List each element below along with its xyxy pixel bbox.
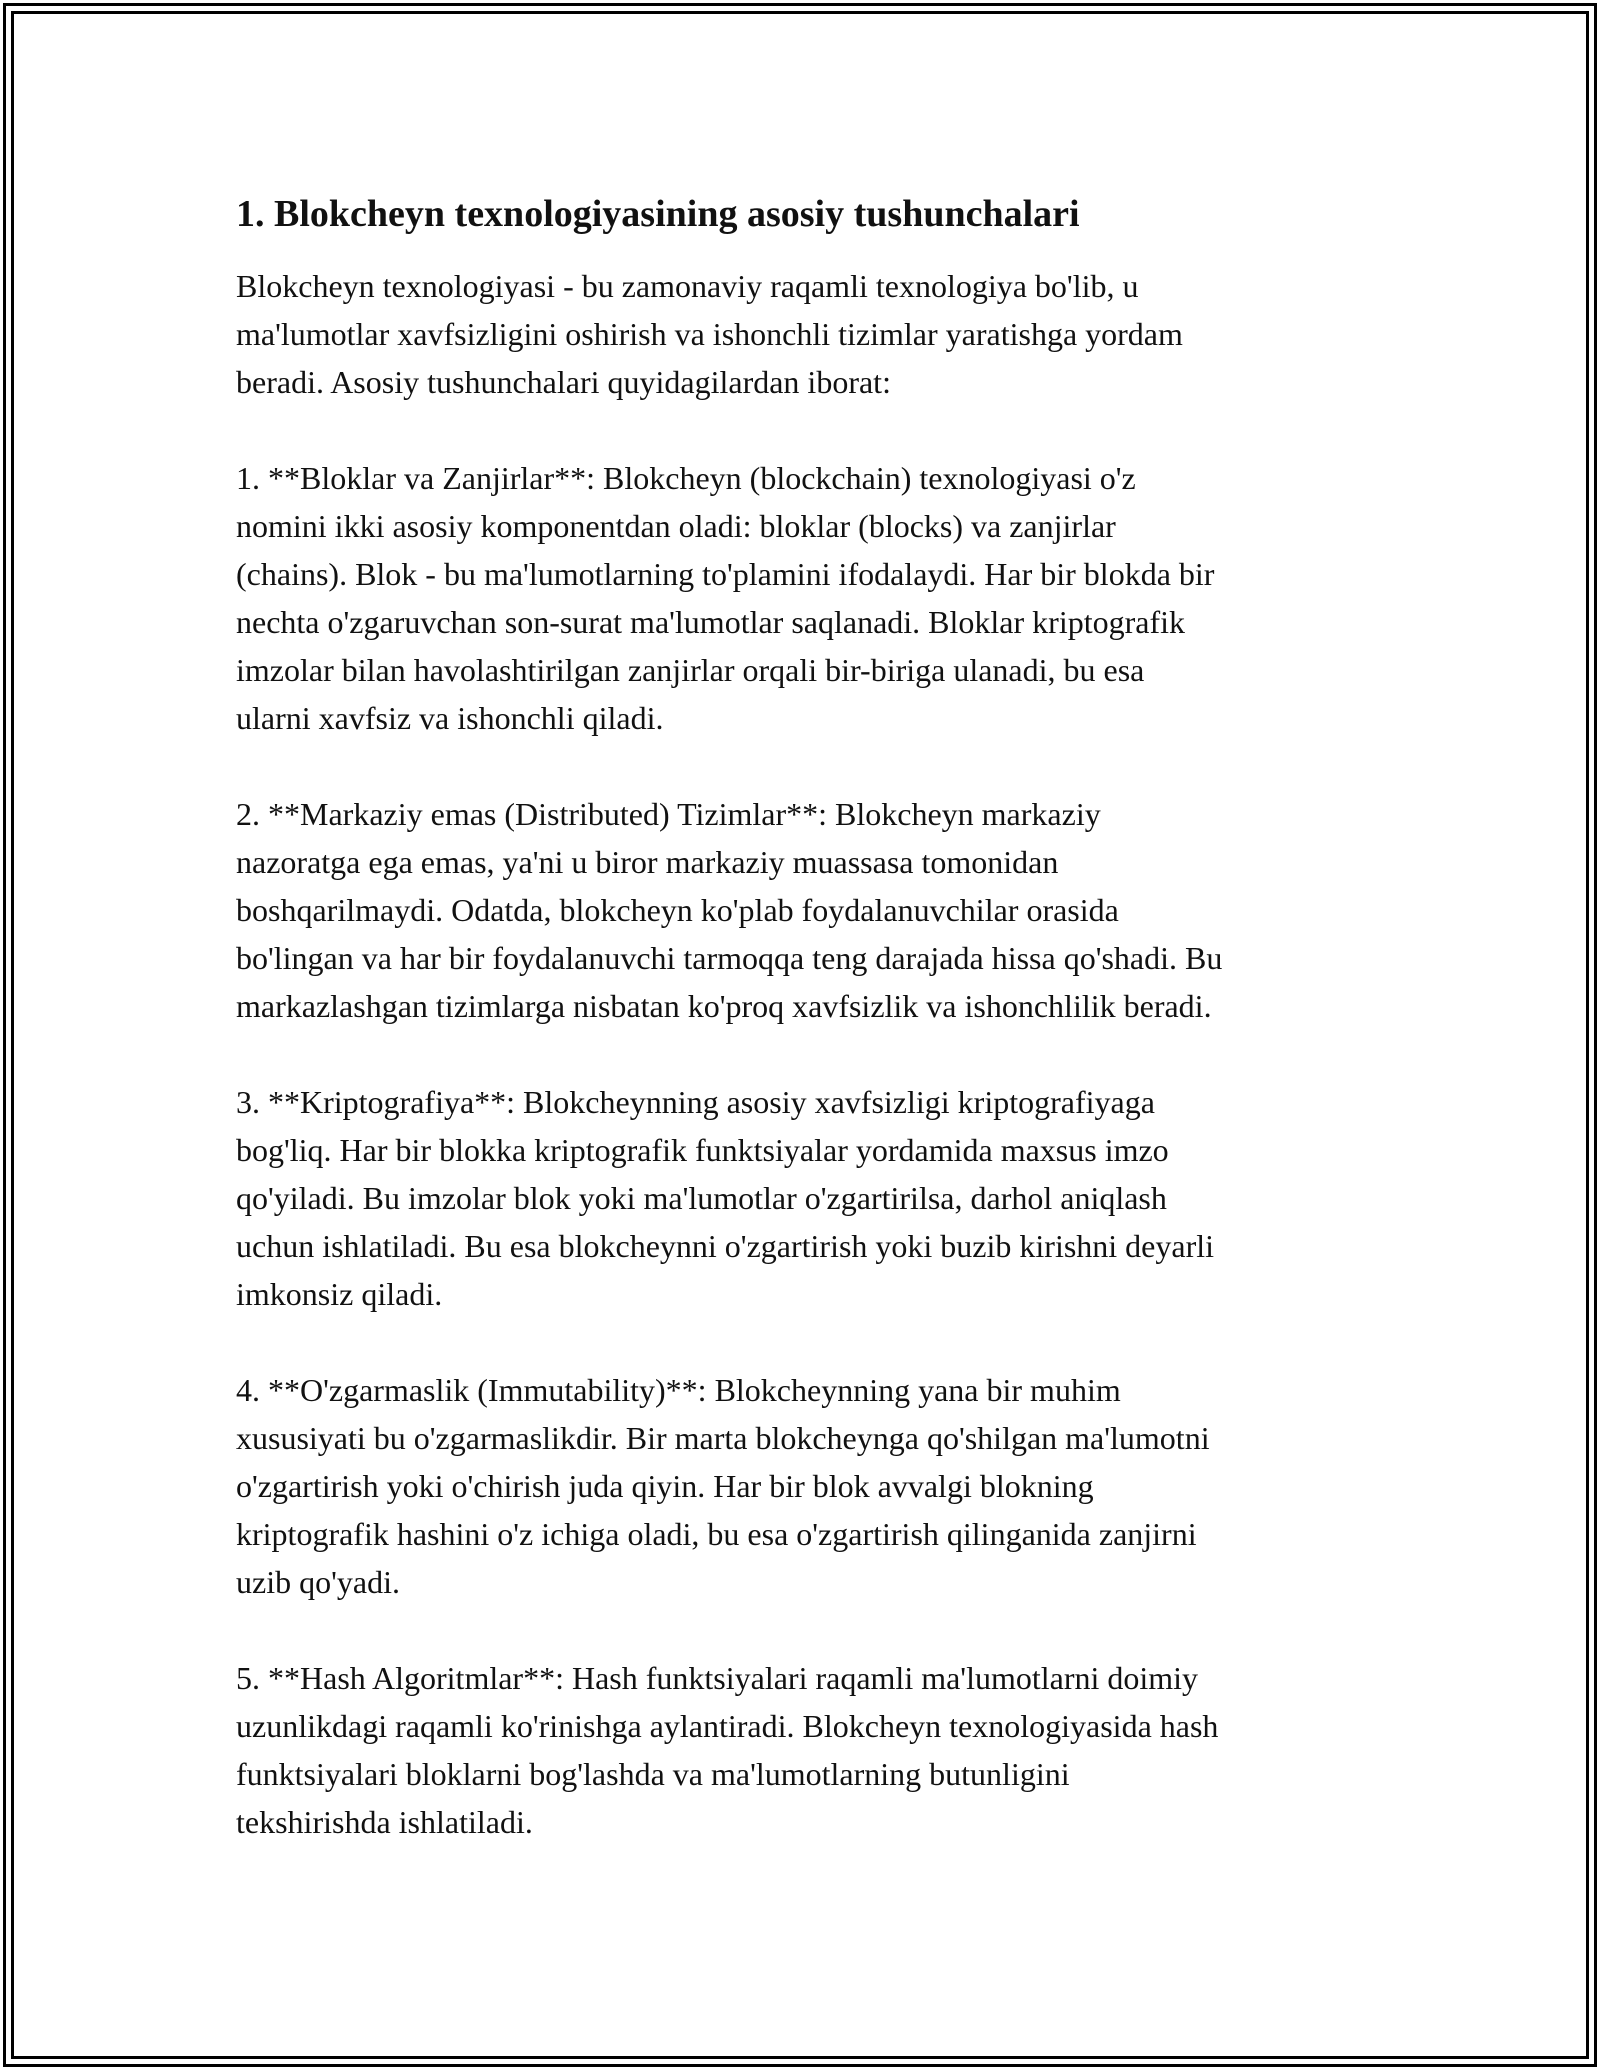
item-paragraph-5: [236, 1654, 1376, 1846]
text-line: qo'yiladi. Bu imzolar blok yoki ma'lumotlar o'zgartirilsa, darhol aniqlash: [236, 1180, 1167, 1216]
text-line: markazlashgan tizimlarga nisbatan ko'proq xavfsizlik va ishonchlilik beradi.: [236, 988, 1212, 1024]
text-line: imzolar bilan havolashtirilgan zanjirlar orqali bir-biriga ulanadi, bu esa: [236, 652, 1145, 688]
text-line: ularni xavfsiz va ishonchli qiladi.: [236, 700, 664, 736]
text-line: funktsiyalari bloklarni bog'lashda va ma'lumotlarning butunligini: [236, 1756, 1070, 1792]
text-line: beradi. Asosiy tushunchalari quyidagilardan iborat:: [236, 364, 891, 400]
intro-paragraph: [236, 262, 1376, 406]
text-line: (chains). Blok - bu ma'lumotlarning to'plamini ifodalaydi. Har bir blokda bir: [236, 556, 1215, 592]
text-line: 1. **Bloklar va Zanjirlar**: Blokcheyn (blockchain) texnologiyasi o'z: [236, 460, 1136, 496]
item-paragraph-2: [236, 790, 1376, 1030]
text-line: o'zgartirish yoki o'chirish juda qiyin. Har bir blok avvalgi blokning: [236, 1468, 1094, 1504]
text-line: 4. **O'zgarmaslik (Immutability)**: Blokcheynning yana bir muhim: [236, 1372, 1121, 1408]
item-paragraph-1: [236, 454, 1376, 742]
text-line: kriptografik hashini o'z ichiga oladi, bu esa o'zgartirish qilinganida zanjirni: [236, 1516, 1197, 1552]
text-line: nomini ikki asosiy komponentdan oladi: bloklar (blocks) va zanjirlar: [236, 508, 1116, 544]
text-line: bog'liq. Har bir blokka kriptografik funktsiyalar yordamida maxsus imzo: [236, 1132, 1169, 1168]
text-line: uzunlikdagi raqamli ko'rinishga aylantiradi. Blokcheyn texnologiyasida hash: [236, 1708, 1219, 1744]
item-paragraph-3: [236, 1078, 1376, 1318]
text-line: tekshirishda ishlatiladi.: [236, 1804, 533, 1840]
text-line: 3. **Kriptografiya**: Blokcheynning asosiy xavfsizligi kriptografiyaga: [236, 1084, 1155, 1120]
text-line: 2. **Markaziy emas (Distributed) Tizimlar**: Blokcheyn markaziy: [236, 796, 1101, 832]
document-title: 1. Blokcheyn texnologiyasining asosiy tushunchalari: [236, 193, 1080, 235]
text-line: uzib qo'yadi.: [236, 1564, 400, 1600]
text-line: bo'lingan va har bir foydalanuvchi tarmoqqa teng darajada hissa qo'shadi. Bu: [236, 940, 1223, 976]
text-line: uchun ishlatiladi. Bu esa blokcheynni o'zgartirish yoki buzib kirishni deyarli: [236, 1228, 1215, 1264]
text-line: nazoratga ega emas, ya'ni u biror markaziy muassasa tomonidan: [236, 844, 1059, 880]
text-line: imkonsiz qiladi.: [236, 1276, 443, 1312]
text-line: 5. **Hash Algoritmlar**: Hash funktsiyalari raqamli ma'lumotlarni doimiy: [236, 1660, 1199, 1696]
document-body: [236, 190, 1376, 1894]
text-line: xususiyati bu o'zgarmaslikdir. Bir marta blokcheynga qo'shilgan ma'lumotni: [236, 1420, 1210, 1456]
text-line: Blokcheyn texnologiyasi - bu zamonaviy raqamli texnologiya bo'lib, u: [236, 268, 1139, 304]
text-line: ma'lumotlar xavfsizligini oshirish va ishonchli tizimlar yaratishga yordam: [236, 316, 1183, 352]
text-line: boshqarilmaydi. Odatda, blokcheyn ko'plab foydalanuvchilar orasida: [236, 892, 1119, 928]
item-paragraph-4: [236, 1366, 1376, 1606]
text-line: nechta o'zgaruvchan son-surat ma'lumotlar saqlanadi. Bloklar kriptografik: [236, 604, 1185, 640]
